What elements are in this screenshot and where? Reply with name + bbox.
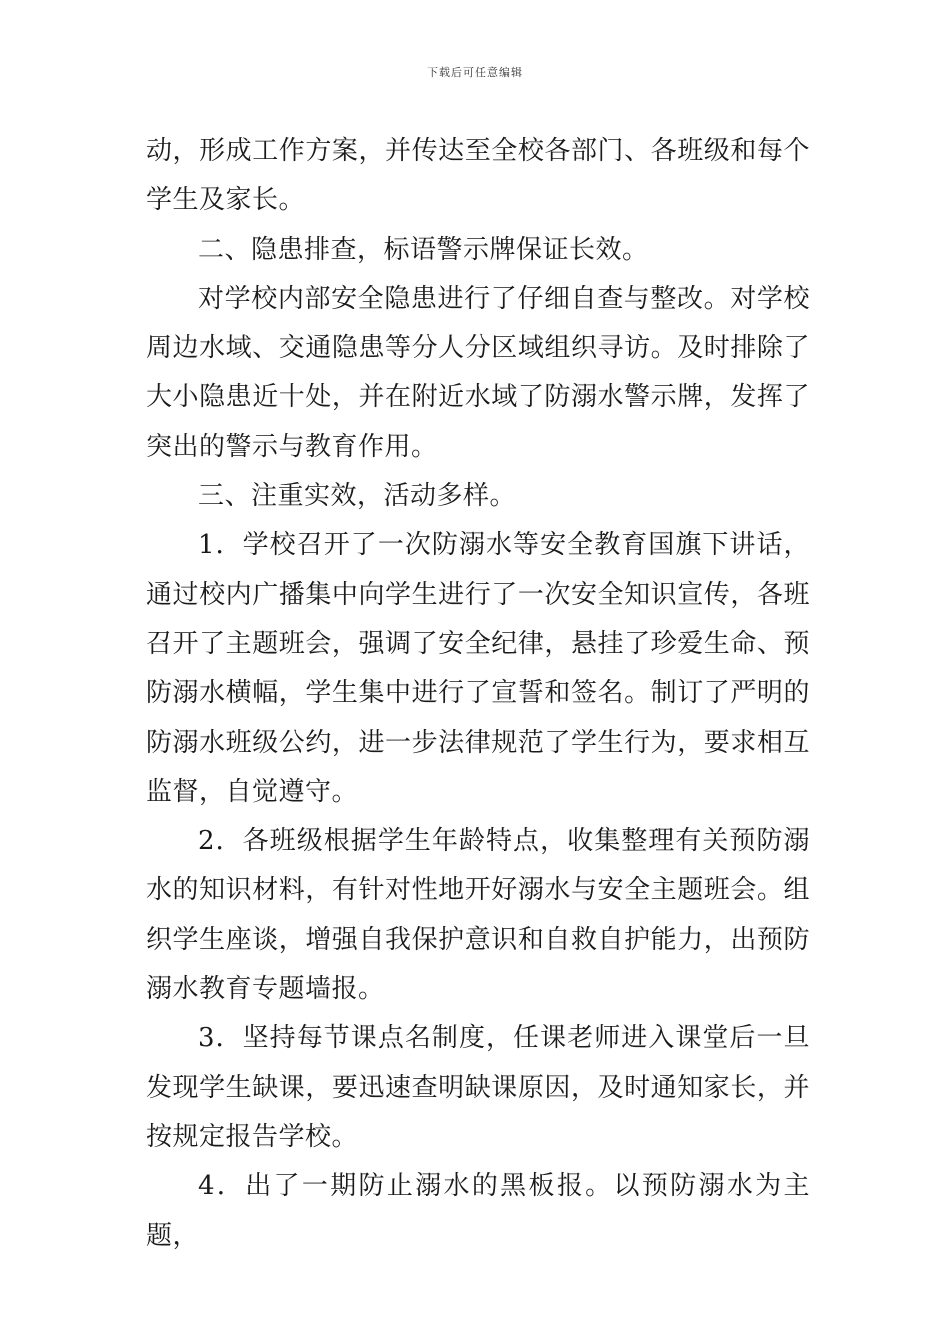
page-header: 下载后可任意编辑 bbox=[427, 66, 523, 79]
section-heading-2: 二、隐患排查，标语警示牌保证长效。 bbox=[198, 234, 649, 265]
list-item-3: 3．坚持每节课点名制度，任课老师进入课堂后一旦发现学生缺课，要迅速查明缺课原因，及时通知家长，并按规定报告学校。 bbox=[146, 1023, 810, 1152]
paragraph-continuation: 动，形成工作方案，并传达至全校各部门、各班级和每个学生及家长。 bbox=[146, 136, 810, 216]
document-body bbox=[146, 127, 810, 1261]
section-heading-3: 三、注重实效，活动多样。 bbox=[198, 481, 517, 512]
list-item-1: 1．学校召开了一次防溺水等安全教育国旗下讲话，通过校内广播集中向学生进行了一次安全知识宣传，各班召开了主题班会，强调了安全纪律，悬挂了珍爱生命、预防溺水横幅，学生集中进行了宣誓和签名。制订了严明的防溺水班级公约，进一步法律规范了学生行为，要求相互监督，自觉遵守。 bbox=[146, 530, 810, 807]
list-item-2: 2．各班级根据学生年龄特点，收集整理有关预防溺水的知识材料，有针对性地开好溺水与安全主题班会。组织学生座谈，增强自我保护意识和自救自护能力，出预防溺水教育专题墙报。 bbox=[146, 826, 810, 1005]
list-item-4: 4．出了一期防止溺水的黑板报。以预防溺水为主题， bbox=[146, 1171, 810, 1251]
paragraph-hazard-check: 对学校内部安全隐患进行了仔细自查与整改。对学校周边水域、交通隐患等分人分区域组织寻访。及时排除了大小隐患近十处，并在附近水域了防溺水警示牌，发挥了突出的警示与教育作用。 bbox=[146, 283, 810, 462]
